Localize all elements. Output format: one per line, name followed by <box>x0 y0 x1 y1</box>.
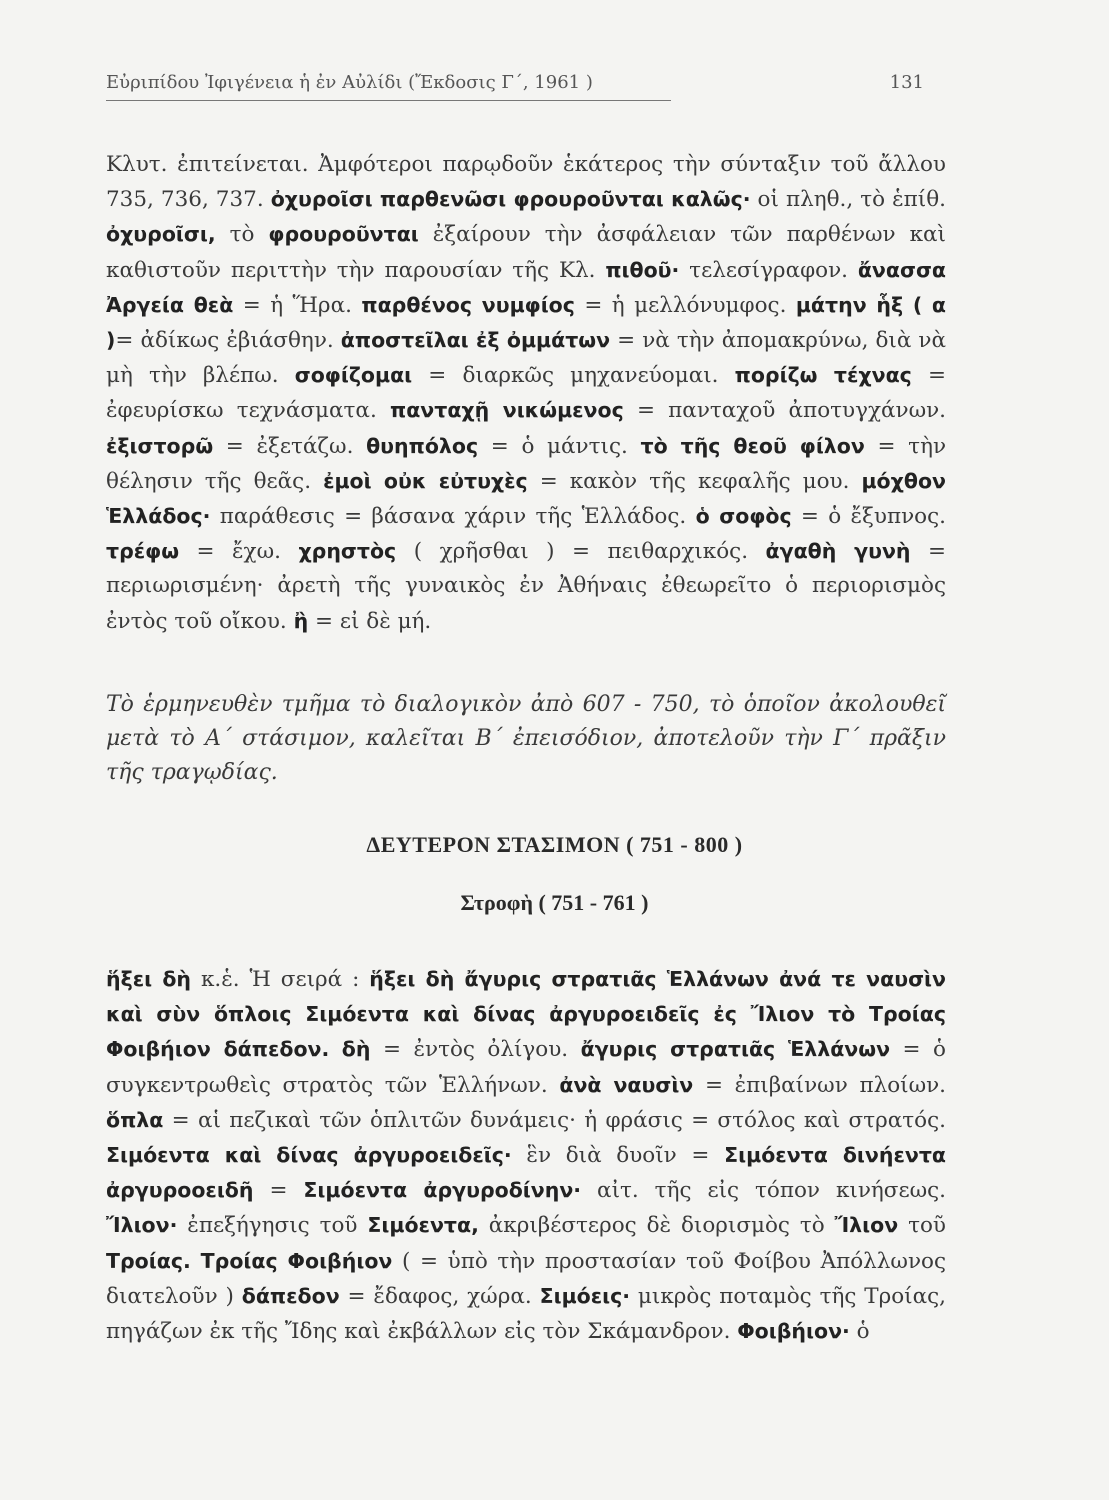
lemma-term: Σιμόεντα δινήεντα ἀργυροοειδῆ <box>106 1143 946 1203</box>
running-title: Εὐριπίδου Ἰφιγένεια ἡ ἐν Αὐλίδι (Ἔκδοσις Γ΄, 1961 ) <box>106 72 593 93</box>
lemma-term: μόχθον Ἑλλάδος· <box>106 468 946 529</box>
gloss-text: αἰτ. τῆς εἰς τόπον κινήσεως. <box>581 1178 946 1204</box>
lemma-term: πιθοῦ· <box>605 257 680 282</box>
gloss-text: ἀκριβέστερος δὲ διορισμὸς τὸ <box>478 1213 835 1239</box>
gloss-text: = κακὸν τῆς κεφαλῆς μου. <box>527 468 862 494</box>
italic-note: Τὸ ἑρμηνευθὲν τμῆμα τὸ διαλογικὸν ἀπὸ 607 - 750, τὸ ὁποῖον ἀκολουθεῖ μετὰ τὸ Α΄ στάσιμον, καλεῖται Β΄ ἐπεισόδιον, ἀποτελοῦν τὴν Γ΄ πρᾶξιν τῆς τραγῳδίας. <box>106 692 946 785</box>
lemma-term: ὀχυροῖσι παρθενῶσι φρουροῦνται καλῶς· <box>270 187 751 212</box>
lemma-term: σοφίζομαι <box>294 363 413 388</box>
gloss-text: = διαρκῶς μηχανεύομαι. <box>412 363 735 389</box>
gloss-text: ὁ <box>849 1319 870 1345</box>
gloss-text: = ὁ μάντις. <box>478 433 641 459</box>
gloss-text: ( = ὑπὸ τὴν προστασίαν τοῦ Φοίβου Ἀπόλλωνος διατελοῦν ) <box>106 1248 947 1309</box>
lemma-term: πορίζω τέχνας <box>734 363 912 388</box>
gloss-text: = πανταχοῦ ἀποτυγχάνων. <box>623 398 947 424</box>
lemma-term: ἥξει δὴ ἄγυρις στρατιᾶς Ἑλλάνων ἀνά τε ναυσὶν καὶ σὺν ὅπλοις Σιμόεντα καὶ δίνας ἀργυροειδεῖς ἐς Ἴλιον τὸ Τροίας Φοιβήιον δάπεδον. <box>106 967 946 1062</box>
gloss-text: = ἡ μελλόνυμφος. <box>574 292 796 318</box>
lemma-term: μάτην ἧξ ( α ) <box>106 292 947 353</box>
lemma-term: ὀχυροῖσι, <box>106 222 216 247</box>
lemma-term: ἀγαθὴ γυνὴ <box>765 539 911 564</box>
lemma-term: δάπεδον <box>241 1283 340 1308</box>
gloss-text: = ἐφευρίσκω τεχνάσματα. <box>106 363 946 424</box>
gloss-text: ( χρῆσθαι ) = πειθαρχικός. <box>396 539 766 565</box>
lemma-term: φρουροῦνται <box>268 222 419 247</box>
gloss-text: = ἡ Ἥρα. <box>233 292 362 318</box>
gloss-text: = περιωρισμένη· ἀρετὴ τῆς γυναικὸς ἐν Ἀθήναις ἐθεωρεῖτο ὁ περιορισμὸς ἐντὸς τοῦ οἴκου. <box>106 539 947 634</box>
lemma-term: ἄνασσα Ἀργεία θεὰ <box>106 257 946 317</box>
gloss-text: Κλυτ. ἐπιτείνεται. Ἀμφότεροι παρῳδοῦν ἑκάτερος τὴν σύνταξιν τοῦ ἄλλου 735, 736, 737. <box>106 152 946 213</box>
lemma-term: τρέφω <box>106 539 180 564</box>
header-rule <box>106 100 671 101</box>
section-heading: ΔΕΥΤΕΡΟΝ ΣΤΑΣΙΜΟΝ ( 751 - 800 ) <box>366 832 743 857</box>
page-number: 131 <box>889 72 924 93</box>
gloss-text: ἐξαίρουν τὴν ἀσφάλειαν τῶν παρθένων καὶ καθιστοῦν περιττὴν τὴν παρουσίαν τῆς Κλ. <box>106 222 946 283</box>
lemma-term: παρθένος νυμφίος <box>361 292 575 317</box>
gloss-text <box>329 1037 341 1062</box>
lemma-term: ὁ σοφὸς <box>695 504 792 529</box>
gloss-text: = τὴν θέλησιν τῆς θεᾶς. <box>106 433 947 494</box>
lemma-term: Ἴλιον <box>834 1213 899 1238</box>
lemma-term: ἐξιστορῶ <box>106 433 214 458</box>
gloss-text: = νὰ τὴν ἀπομακρύνω, διὰ νὰ μὴ τὴν βλέπω. <box>106 328 947 389</box>
gloss-text: = ἀδίκως ἐβιάσθην. <box>115 328 341 354</box>
gloss-text: = <box>253 1178 304 1204</box>
lemma-term: τὸ τῆς θεοῦ φίλον <box>640 433 865 458</box>
lemma-term: ἄγυρις στρατιᾶς Ἑλλάνων <box>580 1037 891 1062</box>
lemma-term: Σιμόεντα, <box>367 1213 479 1238</box>
lemma-term: χρηστὸς <box>298 539 397 564</box>
lemma-term: Τροίας. Τροίας Φοιβήιον <box>106 1248 393 1273</box>
gloss-text: = ἐντὸς ὀλίγου. <box>370 1037 581 1063</box>
lemma-term: δὴ <box>341 1037 371 1062</box>
gloss-text: ἐπεξήγησις τοῦ <box>177 1213 368 1239</box>
gloss-text: = ἔχω. <box>179 539 299 565</box>
commentary-paragraph-2 <box>106 962 946 1349</box>
running-header <box>106 72 924 93</box>
commentary-paragraph-1 <box>106 148 946 639</box>
gloss-text: = ἔδαφος, χώρα. <box>339 1283 540 1309</box>
lemma-term: ἥξει δὴ <box>106 967 192 991</box>
lemma-term: ἐμοὶ οὐκ εὐτυχὲς <box>323 468 528 493</box>
lemma-term: Σιμόεντα ἀργυροδίνην· <box>303 1178 582 1203</box>
lemma-term: ὅπλα <box>106 1107 164 1132</box>
gloss-text: = ἐξετάζω. <box>213 433 367 459</box>
lemma-term: ἀνὰ ναυσὶν <box>559 1072 694 1097</box>
gloss-text: = αἱ πεζικαὶ τῶν ὁπλιτῶν δυνάμεις· ἡ φράσις = στόλος καὶ στρατός. <box>163 1107 946 1133</box>
gloss-text: παράθεσις = βάσανα χάριν τῆς Ἑλλάδος. <box>210 504 696 530</box>
gloss-text: τελεσίγραφον. <box>679 257 858 283</box>
gloss-text: = εἰ δὲ μή. <box>308 608 432 634</box>
gloss-text: = ἐπιβαίνων πλοίων. <box>693 1072 947 1098</box>
gloss-text: τοῦ <box>898 1213 946 1239</box>
gloss-text: μικρὸς ποταμὸς τῆς Τροίας, πηγάζων ἐκ τῆς Ἴδης καὶ ἐκβάλλων εἰς τὸν Σκάμανδρον. <box>106 1283 946 1345</box>
lemma-term: Σιμόεις· <box>539 1283 631 1308</box>
lemma-term: Ἴλιον· <box>106 1213 178 1238</box>
lemma-term: ἀποστεῖλαι ἐξ ὀμμάτων <box>340 328 611 353</box>
gloss-text: οἱ πληθ., τὸ ἑπίθ. <box>750 187 946 213</box>
gloss-text: ἓν διὰ δυοῖν = <box>511 1143 725 1169</box>
lemma-term: ἢ <box>293 608 309 633</box>
lemma-term: θυηπόλος <box>366 433 479 458</box>
gloss-text: τὸ <box>215 222 269 248</box>
gloss-text: = ὁ συγκεντρωθεὶς στρατὸς τῶν Ἑλλήνων. <box>106 1037 946 1098</box>
lemma-term: Φοιβήιον· <box>737 1319 850 1344</box>
gloss-text: κ.ἑ. Ἡ σειρά : <box>191 967 370 992</box>
lemma-term: πανταχῇ νικώμενος <box>389 398 624 423</box>
gloss-text: = ὁ ἔξυπνος. <box>791 504 946 530</box>
strophe-subheading: Στροφὴ ( 751 - 761 ) <box>460 890 649 915</box>
lemma-term: Σιμόεντα καὶ δίνας ἀργυροειδεῖς· <box>106 1143 512 1168</box>
